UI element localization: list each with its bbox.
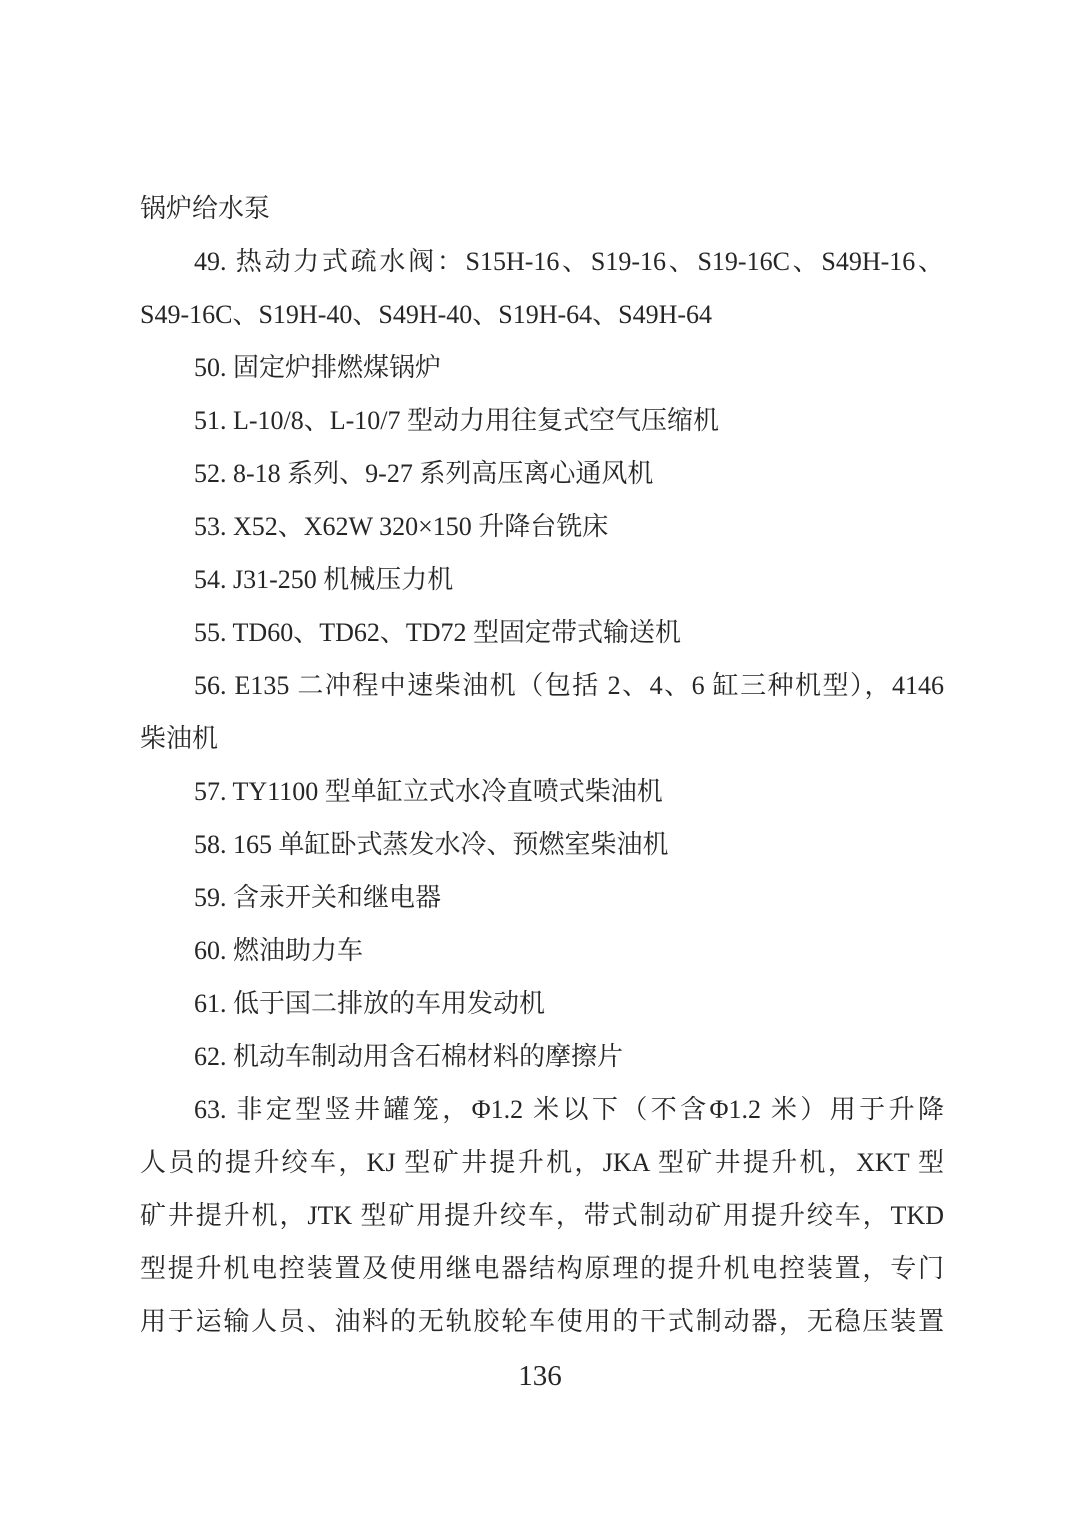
list-item-59: 59. 含汞开关和继电器 — [194, 883, 442, 912]
list-item-54: 54. J31-250 机械压力机 — [194, 565, 454, 594]
continuation-line: 锅炉给水泵 — [140, 194, 271, 223]
list-item-56-line-2: 柴油机 — [140, 724, 219, 753]
list-item-63-line-4: 型提升机电控装置及使用继电器结构原理的提升机电控装置，专门 — [140, 1254, 944, 1283]
list-item-63-line-3: 矿井提升机，JTK 型矿用提升绞车，带式制动矿用提升绞车，TKD — [140, 1201, 944, 1230]
list-item-55: 55. TD60、TD62、TD72 型固定带式输送机 — [194, 618, 682, 647]
list-item-58: 58. 165 单缸卧式蒸发水冷、预燃室柴油机 — [194, 830, 669, 859]
list-item-57: 57. TY1100 型单缸立式水冷直喷式柴油机 — [194, 777, 663, 806]
list-item-52: 52. 8-18 系列、9-27 系列高压离心通风机 — [194, 459, 654, 488]
list-item-49-line-1: 49. 热动力式疏水阀：S15H-16、S19-16、S19-16C、S49H-16、 — [194, 247, 944, 276]
list-item-50: 50. 固定炉排燃煤锅炉 — [194, 353, 442, 382]
list-item-63-line-5: 用于运输人员、油料的无轨胶轮车使用的干式制动器，无稳压装置 — [140, 1307, 944, 1336]
list-item-56-line-1: 56. E135 二冲程中速柴油机（包括 2、4、6 缸三种机型），4146 — [194, 671, 944, 700]
list-item-60: 60. 燃油助力车 — [194, 936, 364, 965]
list-item-51: 51. L-10/8、L-10/7 型动力用往复式空气压缩机 — [194, 406, 720, 435]
list-item-63-line-1: 63. 非定型竖井罐笼，Φ1.2 米以下（不含Φ1.2 米）用于升降 — [194, 1095, 944, 1124]
list-item-61: 61. 低于国二排放的车用发动机 — [194, 989, 546, 1018]
list-item-62: 62. 机动车制动用含石棉材料的摩擦片 — [194, 1042, 624, 1071]
document-body — [140, 182, 944, 1348]
list-item-63-line-2: 人员的提升绞车，KJ 型矿井提升机，JKA 型矿井提升机，XKT 型 — [140, 1148, 944, 1177]
list-item-53: 53. X52、X62W 320×150 升降台铣床 — [194, 512, 609, 541]
page-number: 136 — [518, 1360, 562, 1392]
list-item-49-line-2: S49-16C、S19H-40、S49H-40、S19H-64、S49H-64 — [140, 300, 713, 329]
